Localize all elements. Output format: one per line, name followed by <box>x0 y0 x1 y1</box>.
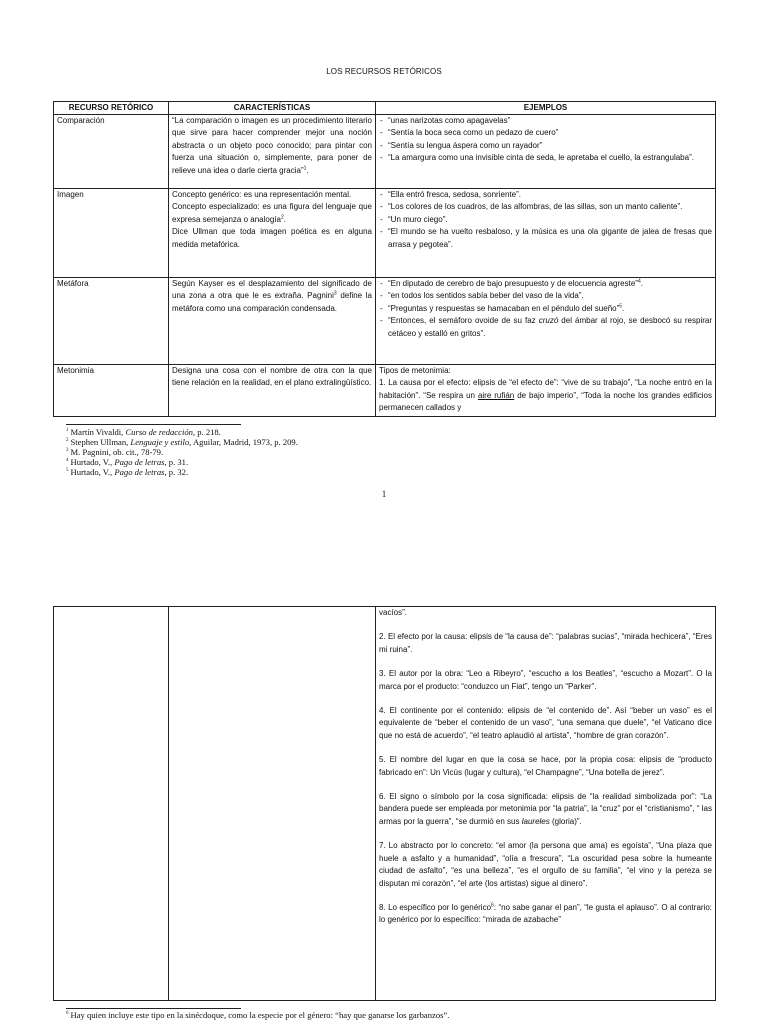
resource-name <box>54 607 169 1001</box>
col-header-caracteristicas: CARACTERÍSTICAS <box>169 102 376 115</box>
table-row <box>54 115 716 189</box>
footnote: $^3$ M. Pagnini, ob. cit., 78-79. <box>66 447 164 457</box>
resource-examples <box>376 189 716 278</box>
resource-examples: Tipos de metonimia: 1. La causa por el efecto: elipsis de “el efecto de”: “vive de su trabajo”, “La noche entró en la habitación”. “Se respira un aire rufián de bajo imperio”, “Toda la noche los grandes edificios permanecen callados y <box>376 365 716 417</box>
resource-features <box>169 607 376 1001</box>
footnote-rule <box>66 1008 241 1009</box>
table-row <box>54 189 716 278</box>
list-item: - “unas narizotas como apagavelas” <box>379 115 712 127</box>
paragraph: 2. El efecto por la causa: elipsis de “la causa de”: “palabras sucias”, “mirada hechicera”, “Eres mi ruina”. <box>379 632 712 654</box>
footnote: $^5$ Hurtado, V., Pago de letras, p. 32. <box>66 467 189 477</box>
resource-name: Metonimia <box>54 365 169 417</box>
list-item: - “Entonces, el semáforo ovoide de su faz cruzó del ámbar al rojo, se desbocó su respirar cetáceo y estalló en gritos”. <box>379 315 712 340</box>
footnote: $^4$ Hurtado, V., Pago de letras, p. 31. <box>66 457 189 467</box>
footnote-rule <box>66 424 241 425</box>
footnote: $^6$ Hay quien incluye este tipo en la sinécdoque, como la especie por el género: “hay que ganarse los garbanzos”. <box>66 1010 450 1020</box>
table-header-row <box>54 102 716 115</box>
list-item: - “La amargura como una invisible cinta de seda, le apretaba el cuello, la estrangulaba”. <box>379 152 712 164</box>
resource-name: Comparación <box>54 115 169 189</box>
list-item: - “Sentía la boca seca como un pedazo de cuero” <box>379 127 712 139</box>
list-item: - “Los colores de los cuadros, de las alfombras, de las sillas, son un manto caliente”. <box>379 201 712 213</box>
resource-features: Designa una cosa con el nombre de otra con la que tiene relación en la realidad, en el plano extralingüístico. <box>169 365 376 417</box>
paragraph: 7. Lo abstracto por lo concreto: “el amor (la persona que ama) es egoísta”, “Una plaza que huele a asfalto y a humanidad”, “olía a frescura”, “La oscuridad pesa sobre la humeante ciudad de asfalto”, “es una belleza”, “es el orgullo de su familia”, “el vino y la pereza se disputan mi corazón”, “el arte (los artistas) sigue al dinero”. <box>379 841 712 888</box>
list-item: - “El mundo se ha vuelto resbaloso, y la música es una ola gigante de jalea de fresas que arrasa y pegotea”. <box>379 226 712 251</box>
list-item: - “Ella entró fresca, sedosa, sonriente”. <box>379 189 712 201</box>
paragraph: 6. El signo o símbolo por la cosa significada: elipsis de “la realidad simbolizada por”: “La bandera puede ser empleada por metonimia por “la patria”, la “cruz” por el “cristianismo”, “ las armas por la guerra”, “se durmió en sus laureles (gloria)”. <box>379 792 712 826</box>
table-row <box>54 278 716 365</box>
footnote: $^1$ Martín Vivaldi, Curso de redacción, p. 218. <box>66 427 221 437</box>
resource-examples <box>376 278 716 365</box>
list-item: - “Sentía su lengua áspera como un rayador” <box>379 140 712 152</box>
rhetoric-table-continued <box>53 606 716 1001</box>
table-row <box>54 365 716 417</box>
table-row <box>54 607 716 1001</box>
resource-name: Metáfora <box>54 278 169 365</box>
col-header-recurso: RECURSO RETÓRICO <box>54 102 169 115</box>
resource-features: Según Kayser es el desplazamiento del significado de una zona a otra que le es extraña. Pagnini$^3$ define la metáfora como una comparación condensada. <box>169 278 376 365</box>
footnote: $^2$ Stephen Ullman, Lenguaje y estilo, Aguilar, Madrid, 1973, p. 209. <box>66 437 298 447</box>
paragraph: 3. El autor por la obra: “Leo a Ribeyro”, “escucho a los Beatles”, “escucho a Mozart”. O la marca por el producto: “conduzco un Fiat”, tengo un “Parker”. <box>379 669 712 691</box>
paragraph: 4. El continente por el contenido: elipsis de “el contenido de”. Así “beber un vaso” es el equivalente de “beber el contenido de un vaso”, “una semana que duele”, “el Vaticano dice que no está de acuerdo”, “el teatro aplaudió al artista”, “hombre de gran corazón”. <box>379 706 712 740</box>
list-item: - “En diputado de cerebro de bajo presupuesto y de elocuencia agreste”$^4$. <box>379 278 712 290</box>
col-header-ejemplos: EJEMPLOS <box>376 102 716 115</box>
resource-examples <box>376 607 716 1001</box>
list-item: - “Preguntas y respuestas se hamacaban en el péndulo del sueño”$^5$. <box>379 303 712 315</box>
resource-name: Imagen <box>54 189 169 278</box>
rhetoric-table <box>53 101 716 417</box>
resource-features: Concepto genérico: es una representación mental. Concepto especializado: es una figura del lenguaje que expresa semejanza o analogía$^2$. Dice Ullman que toda imagen poética es en alguna medida metafórica. <box>169 189 376 278</box>
resource-features: “La comparación o imagen es un procedimiento literario que sirve para hacer comprender mejor una noción abstracta o un objeto poco conocido; para pintar con fuerza una situación o, simplemente, para poner de relieve una idea o darle cierta gracia”$^1$. <box>169 115 376 189</box>
paragraph: 8. Lo específico por lo genérico$^6$: “no sabe ganar el pan”, “le gusta el aplauso”. O al contrario: lo genérico por lo específico: “mirada de azabache” <box>379 902 713 925</box>
page-title: LOS RECURSOS RETÓRICOS <box>326 67 442 76</box>
resource-examples <box>376 115 716 189</box>
list-item: - “en todos los sentidos sabía beber del vaso de la vida”. <box>379 290 712 302</box>
paragraph: 5. El nombre del lugar en que la cosa se hace, por la propia cosa: elipsis de “producto fabricado en”: Un Vicús (lugar y cultura), “el Champagne”, “Una botella de jerez”. <box>379 755 712 777</box>
list-item: - “Un muro ciego”. <box>379 214 712 226</box>
page-number: 1 <box>381 489 387 499</box>
paragraph: vacíos”. <box>379 608 408 617</box>
